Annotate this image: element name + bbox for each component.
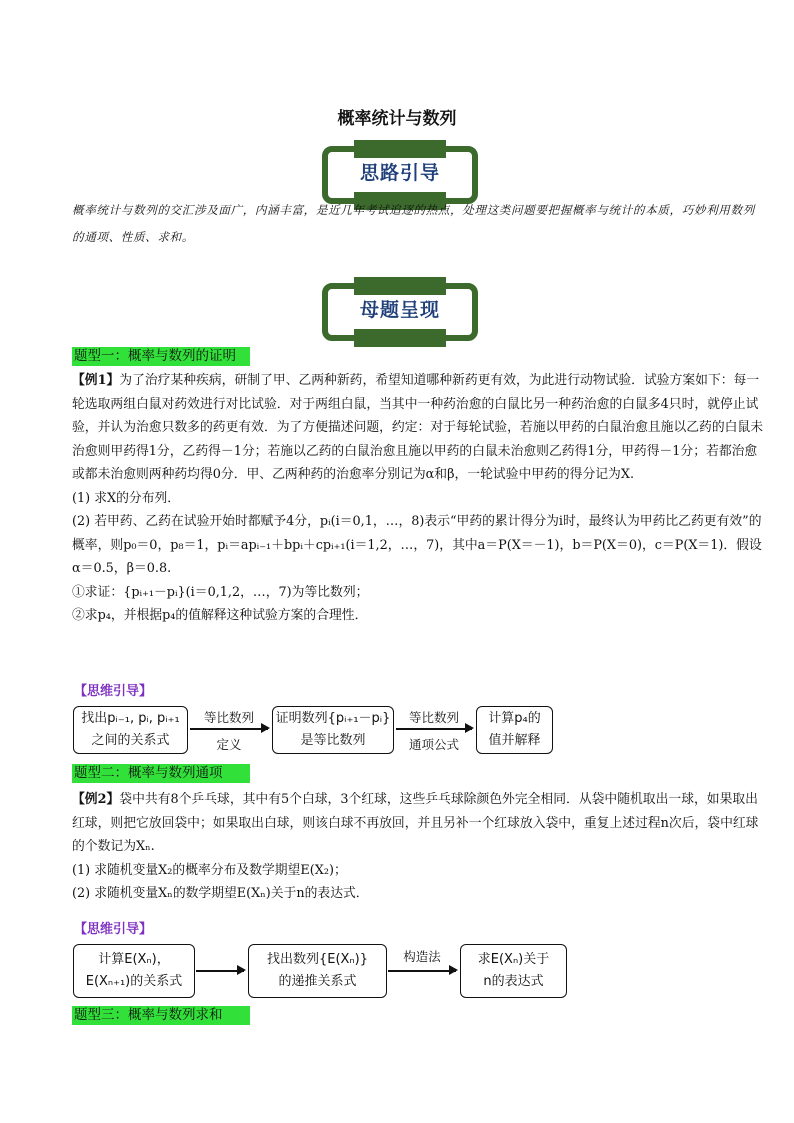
page-title: 概率统计与数列 <box>337 109 457 129</box>
question-2b: ②求p₄，并根据p₄的值解释这种试验方案的合理性． <box>72 608 368 623</box>
example-1 <box>72 369 766 628</box>
flow-text: E(Xₙ₊₁)的关系式 <box>85 974 183 989</box>
flow-text: 计算p₄的 <box>488 711 541 726</box>
flow1-arrow-1-top: 等比数列 <box>203 710 254 725</box>
example-text: 袋中共有8个乒乓球，其中有5个白球，3个红球，这些乒乓球除颜色外完全相同．从袋中随机取出一球，如果取出红球，则把它放回袋中；如果取出白球，则该白球不再放回，并且另补一个红球放入袋中，重复上述过程n次后，袋中红球的个数记为Xₙ. <box>72 792 759 854</box>
question-2a: ①求证：{pᵢ₊₁－pᵢ}(i＝0,1,2，…，7)为等比数列； <box>72 584 369 600</box>
badge-frame-top <box>354 140 446 158</box>
section-badge-problems <box>322 283 478 341</box>
flow-text: 是等比数列 <box>300 733 366 748</box>
question-2: (2) 求随机变量Xₙ的数学期望E(Xₙ)关于n的表达式． <box>72 886 369 901</box>
arrow-right-icon <box>396 728 472 730</box>
flow-text: 值并解释 <box>488 733 541 748</box>
flow1-arrow-2-bottom: 通项公式 <box>408 737 459 752</box>
badge-label: 思路引导 <box>338 158 462 188</box>
flow2-step-3 <box>460 944 567 998</box>
example-2-body <box>72 788 766 859</box>
example-label: 【例2】 <box>72 792 120 807</box>
example-text: 为了治疗某种疾病，研制了甲、乙两种新药，希望知道哪种新药更有效，为此进行动物试验．试验方案如下：每一轮选取两组白鼠对药效进行对比试验．对于两组白鼠，当其中一种药治愈的白鼠比另一种药治愈的白鼠多4只时，就停止试验，并认为治愈只数多的药更有效．为了方便描述问题，约定：对于每轮试验，若施以甲药的白鼠治愈且施以乙药的白鼠未治愈则甲药得1分，乙药得－1分；若施以乙药的白鼠治愈且施以甲药的白鼠未治愈则乙药得1分，甲药得－1分；若都治愈或都未治愈则两种药均得0分．甲、乙两种药的治愈率分别记为α和β，一轮试验中甲药的得分记为X. <box>72 373 764 482</box>
flow2-arrow-label: 构造法 <box>403 949 441 964</box>
flow2-step-1 <box>73 944 195 998</box>
flow-text: 找出pᵢ₋₁, pᵢ, pᵢ₊₁ <box>81 711 180 726</box>
intro-text: 概率统计与数列的交汇涉及面广，内涵丰富，是近几年考试追逐的热点，处理这类问题要把握概率与统计的本质，巧妙利用数列的通项、性质、求和。 <box>72 203 755 244</box>
flow1-step-1 <box>73 706 188 754</box>
example-1-body <box>72 369 766 487</box>
thinking-guide-label-2: 【思维引导】 <box>74 922 153 937</box>
badge-label: 母题呈现 <box>338 295 462 325</box>
flow2-step-2 <box>248 944 387 998</box>
arrow-right-icon <box>388 970 456 972</box>
flow-text: 计算E(Xₙ)， <box>98 952 170 967</box>
arrow-right-icon <box>196 970 244 972</box>
flow1-arrow-2-top: 等比数列 <box>408 710 459 725</box>
flow-text: 找出数列{E(Xₙ)} <box>267 952 368 967</box>
question-1: (1) 求随机变量X₂的概率分布及数学期望E(X₂)； <box>72 862 347 878</box>
section-heading-1: 题型一：概率与数列的证明 <box>72 347 250 366</box>
section-badge-guide <box>322 146 478 204</box>
flow-text: 之间的关系式 <box>91 733 170 748</box>
flow-text: 的递推关系式 <box>278 974 357 989</box>
question-1: (1) 求X的分布列． <box>72 490 181 506</box>
flow1-step-2 <box>272 706 394 754</box>
example-label: 【例1】 <box>72 373 120 388</box>
badge-frame-bottom <box>354 329 446 347</box>
flow-text: 证明数列{pᵢ₊₁－pᵢ} <box>275 711 391 726</box>
section-heading-3: 题型三：概率与数列求和 <box>72 1006 250 1025</box>
example-2 <box>72 788 766 906</box>
flow1-step-3 <box>476 706 553 754</box>
section-heading-2: 题型二：概率与数列通项 <box>72 764 250 783</box>
thinking-guide-label-1: 【思维引导】 <box>74 684 153 699</box>
flow-text: n的表达式 <box>483 974 544 989</box>
question-2: (2) 若甲药、乙药在试验开始时都赋予4分，pᵢ(i＝0,1，…，8)表示“甲药的累计得分为i时，最终认为甲药比乙药更有效”的概率，则p₀＝0，p₈＝1，pᵢ＝apᵢ₋₁＋bpᵢ＋cpᵢ₊₁(i＝1,2，…，7)，其中a＝P(X＝－1)，b＝P(X＝0)，c＝P(X＝1)．假设α＝0.5，β＝0.8. <box>72 514 762 576</box>
flow-text: 求E(Xₙ)关于 <box>477 952 550 967</box>
arrow-right-icon <box>190 728 268 730</box>
flow1-arrow-1-bottom: 定义 <box>216 737 242 752</box>
badge-frame-top <box>354 277 446 295</box>
